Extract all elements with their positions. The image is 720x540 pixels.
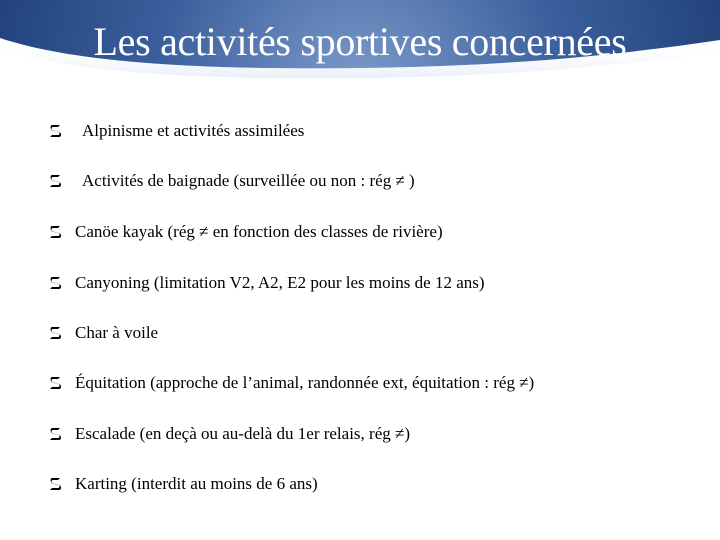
ornate-s-bullet-icon	[48, 426, 64, 442]
list-item-label: Canyoning (limitation V2, A2, E2 pour les moins de 12 ans)	[75, 273, 485, 292]
list-item-label: Karting (interdit au moins de 6 ans)	[75, 474, 318, 493]
page-title: Les activités sportives concernées	[93, 19, 627, 64]
ornate-s-bullet-icon	[48, 375, 64, 391]
list-item	[48, 421, 410, 447]
list-item-label: Escalade (en deçà ou au-delà du 1er relais, rég ≠)	[75, 424, 410, 443]
ornate-s-bullet-icon	[48, 224, 64, 240]
list-item-label: Activités de baignade (surveillée ou non : rég ≠ )	[82, 171, 415, 190]
list-item	[48, 320, 158, 346]
list-item-label: Char à voile	[75, 323, 159, 342]
ornate-s-bullet-icon	[48, 275, 64, 291]
list-item	[48, 471, 318, 497]
list-item	[48, 270, 485, 296]
ornate-s-bullet-icon	[48, 476, 64, 492]
list-item	[48, 219, 443, 245]
list-item-label: Équitation (approche de l’animal, randonnée ext, équitation : rég ≠)	[75, 373, 535, 392]
ornate-s-bullet-icon	[48, 325, 64, 341]
list-item	[48, 168, 415, 194]
ornate-s-bullet-icon	[48, 173, 64, 189]
list-item	[48, 118, 304, 144]
list-item-label: Canöe kayak (rég ≠ en fonction des classes de rivière)	[75, 222, 443, 241]
list-item	[48, 370, 534, 396]
ornate-s-bullet-icon	[48, 123, 64, 139]
list-item-label: Alpinisme et activités assimilées	[82, 121, 305, 140]
